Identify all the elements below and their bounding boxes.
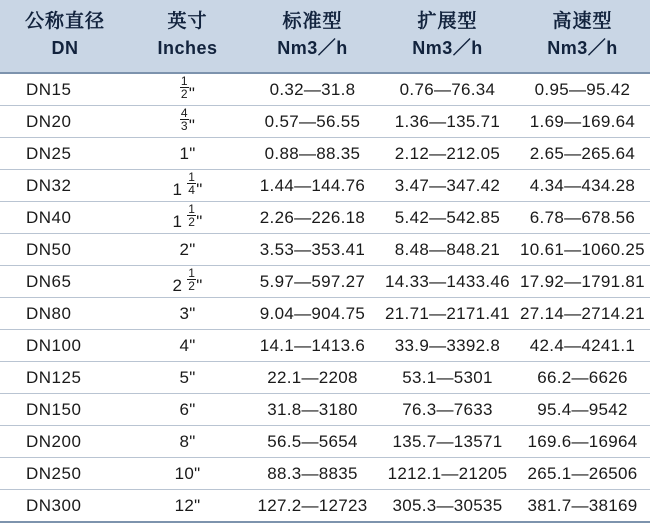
column-header-unit: DN: [51, 38, 79, 58]
table-row: [0, 490, 650, 523]
column-header-inches: [130, 0, 245, 73]
column-header-unit: Inches: [157, 38, 218, 58]
cell-standard-flow: 0.88—88.35: [245, 138, 380, 170]
cell-standard-flow: 9.04—904.75: [245, 298, 380, 330]
cell-nominal-diameter: DN65: [0, 266, 130, 298]
column-header-unit: Nm3／h: [412, 38, 483, 58]
cell-inches: $\frac{4}{3}$ ": [130, 106, 245, 138]
cell-nominal-diameter: DN300: [0, 490, 130, 523]
column-header-extended-type: [380, 0, 515, 73]
table-row: [0, 106, 650, 138]
cell-inches: 1": [130, 138, 245, 170]
cell-nominal-diameter: DN150: [0, 394, 130, 426]
cell-standard-flow: 88.3—8835: [245, 458, 380, 490]
cell-inches: 1 $\frac{1}{4}$ ": [130, 170, 245, 202]
column-header-title: 英寸: [167, 11, 208, 32]
column-header-high-speed-type: [515, 0, 650, 73]
cell-extended-flow: 8.48—848.21: [380, 234, 515, 266]
table-row: [0, 202, 650, 234]
cell-high-speed-flow: 265.1—26506: [515, 458, 650, 490]
column-header-title: 标准型: [282, 11, 343, 32]
cell-standard-flow: 3.53—353.41: [245, 234, 380, 266]
cell-nominal-diameter: DN40: [0, 202, 130, 234]
cell-inches: 1 $\frac{1}{2}$ ": [130, 202, 245, 234]
cell-nominal-diameter: DN20: [0, 106, 130, 138]
table-row: [0, 298, 650, 330]
cell-high-speed-flow: 381.7—38169: [515, 490, 650, 523]
cell-standard-flow: 31.8—3180: [245, 394, 380, 426]
table-row: [0, 458, 650, 490]
cell-extended-flow: 1.36—135.71: [380, 106, 515, 138]
table-row: [0, 362, 650, 394]
cell-standard-flow: 1.44—144.76: [245, 170, 380, 202]
table-body: [0, 73, 650, 522]
cell-extended-flow: 0.76—76.34: [380, 73, 515, 106]
cell-high-speed-flow: 17.92—1791.81: [515, 266, 650, 298]
cell-high-speed-flow: 0.95—95.42: [515, 73, 650, 106]
cell-extended-flow: 3.47—347.42: [380, 170, 515, 202]
cell-inches: 2": [130, 234, 245, 266]
cell-extended-flow: 1212.1—21205: [380, 458, 515, 490]
cell-extended-flow: 21.71—2171.41: [380, 298, 515, 330]
cell-inches: 2 $\frac{1}{2}$ ": [130, 266, 245, 298]
table-row: [0, 330, 650, 362]
cell-inches: 5": [130, 362, 245, 394]
table-row: [0, 73, 650, 106]
column-header-title: 公称直径: [24, 11, 105, 32]
cell-standard-flow: 0.32—31.8: [245, 73, 380, 106]
cell-nominal-diameter: DN80: [0, 298, 130, 330]
cell-extended-flow: 5.42—542.85: [380, 202, 515, 234]
cell-high-speed-flow: 66.2—6626: [515, 362, 650, 394]
cell-nominal-diameter: DN250: [0, 458, 130, 490]
cell-high-speed-flow: 27.14—2714.21: [515, 298, 650, 330]
cell-high-speed-flow: 169.6—16964: [515, 426, 650, 458]
cell-nominal-diameter: DN100: [0, 330, 130, 362]
cell-nominal-diameter: DN32: [0, 170, 130, 202]
cell-inches: $\frac{1}{2}$ ": [130, 73, 245, 106]
column-header-standard-type: [245, 0, 380, 73]
cell-extended-flow: 14.33—1433.46: [380, 266, 515, 298]
cell-standard-flow: 2.26—226.18: [245, 202, 380, 234]
table-row: [0, 138, 650, 170]
table-row: [0, 266, 650, 298]
cell-extended-flow: 135.7—13571: [380, 426, 515, 458]
table-row: [0, 426, 650, 458]
cell-high-speed-flow: 42.4—4241.1: [515, 330, 650, 362]
table-header-row: [0, 0, 650, 73]
cell-inches: 8": [130, 426, 245, 458]
cell-extended-flow: 76.3—7633: [380, 394, 515, 426]
cell-high-speed-flow: 1.69—169.64: [515, 106, 650, 138]
table-header: [0, 0, 650, 73]
cell-high-speed-flow: 6.78—678.56: [515, 202, 650, 234]
column-header-title: 扩展型: [417, 11, 478, 32]
cell-nominal-diameter: DN50: [0, 234, 130, 266]
cell-inches: 4": [130, 330, 245, 362]
cell-nominal-diameter: DN200: [0, 426, 130, 458]
column-header-unit: Nm3／h: [547, 38, 618, 58]
cell-inches: 6": [130, 394, 245, 426]
cell-standard-flow: 14.1—1413.6: [245, 330, 380, 362]
cell-standard-flow: 127.2—12723: [245, 490, 380, 523]
cell-standard-flow: 0.57—56.55: [245, 106, 380, 138]
table-row: [0, 394, 650, 426]
cell-standard-flow: 22.1—2208: [245, 362, 380, 394]
cell-high-speed-flow: 95.4—9542: [515, 394, 650, 426]
cell-nominal-diameter: DN125: [0, 362, 130, 394]
table-row: [0, 170, 650, 202]
column-header-unit: Nm3／h: [277, 38, 348, 58]
cell-standard-flow: 5.97—597.27: [245, 266, 380, 298]
column-header-nominal-diameter: [0, 0, 130, 73]
cell-inches: 10": [130, 458, 245, 490]
cell-extended-flow: 305.3—30535: [380, 490, 515, 523]
cell-high-speed-flow: 10.61—1060.25: [515, 234, 650, 266]
cell-extended-flow: 2.12—212.05: [380, 138, 515, 170]
cell-extended-flow: 33.9—3392.8: [380, 330, 515, 362]
cell-inches: 3": [130, 298, 245, 330]
cell-nominal-diameter: DN25: [0, 138, 130, 170]
cell-extended-flow: 53.1—5301: [380, 362, 515, 394]
cell-high-speed-flow: 4.34—434.28: [515, 170, 650, 202]
cell-standard-flow: 56.5—5654: [245, 426, 380, 458]
table-row: [0, 234, 650, 266]
cell-nominal-diameter: DN15: [0, 73, 130, 106]
column-header-title: 高速型: [552, 11, 613, 32]
cell-inches: 12": [130, 490, 245, 523]
cell-high-speed-flow: 2.65—265.64: [515, 138, 650, 170]
